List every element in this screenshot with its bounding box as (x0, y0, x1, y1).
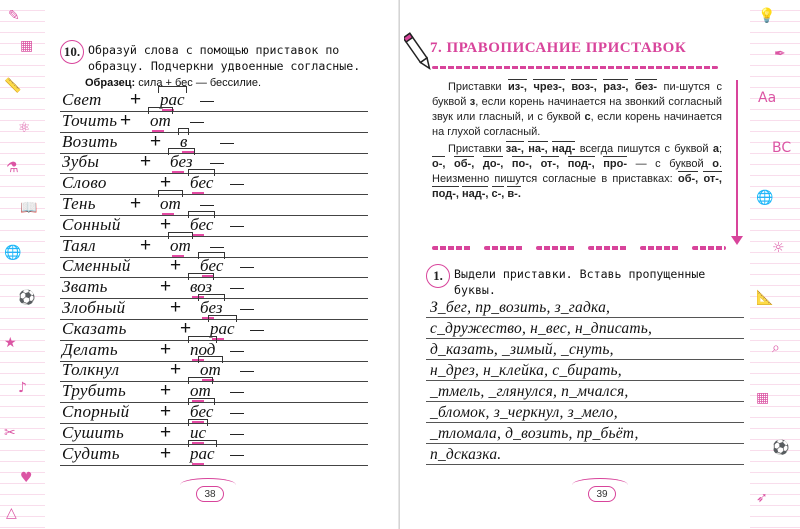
zigzag-4 (588, 246, 628, 250)
base-word: Злобный (62, 298, 126, 317)
task-number-10: 10. (60, 40, 84, 64)
cursive-text: н_дрез, н_клейка, с_бирать, (430, 362, 622, 379)
plus-sign: + (160, 442, 172, 464)
zigzag-6 (692, 246, 726, 250)
rule-prefix: под-, (567, 158, 595, 170)
base-word: Сказать (62, 318, 127, 338)
music-icon: ♪ (18, 380, 27, 396)
section-title: 7. ПРАВОПИСАНИЕ ПРИСТАВОК (430, 40, 687, 56)
plus-sign: + (160, 172, 172, 194)
dash: — (200, 196, 214, 212)
rule-prefix: с-, (491, 188, 505, 200)
plus-sign: + (170, 255, 182, 277)
rule-text: . Неизменно пишутся согласные в приставках: (432, 158, 723, 185)
rule-arrow-head (731, 236, 743, 245)
word-row (60, 109, 368, 133)
dash: — (240, 362, 254, 379)
rule-letter-s: с (584, 111, 591, 123)
rule-prefix: под-, (432, 188, 459, 200)
plus-sign: + (160, 380, 172, 402)
flask-icon: ⚗ (6, 160, 19, 176)
cursive-line (426, 422, 744, 444)
plus-sign: + (150, 130, 162, 152)
prefix: от (170, 235, 191, 255)
atom-icon: ⚛ (18, 120, 31, 136)
title-underline (432, 66, 718, 69)
rule-letter-a: а (712, 143, 719, 155)
heart-icon: ♥ (20, 470, 33, 486)
prefix: бес (190, 214, 214, 234)
rule-prefix: чрез-, (533, 81, 565, 93)
dash: — (230, 383, 244, 400)
scissors-icon: ✂ (4, 425, 16, 441)
rule-prefix: над-, (461, 188, 489, 200)
cursive-text: З_бег, пр_возить, з_гадка, (430, 299, 611, 316)
rule-prefix: без- (634, 81, 657, 93)
rule-prefix: о-, (432, 158, 446, 170)
task-text-line1: Образуй слова с помощью приставок по (88, 43, 340, 57)
dash: — (220, 133, 234, 150)
calculator-icon: ▦ (756, 390, 770, 406)
right-doodle-margin (750, 0, 800, 529)
rule-text: — с буквой (635, 158, 704, 170)
zigzag-2 (484, 246, 524, 250)
base-word: Трубить (62, 381, 127, 401)
pencil-icon: ✎ (8, 8, 20, 24)
plus-sign: + (130, 89, 142, 110)
base-word: Спорный (62, 402, 130, 421)
cursive-line (426, 443, 744, 465)
zigzag-5 (640, 246, 680, 250)
base-word: Звать (62, 277, 108, 297)
base-word: Возить (62, 131, 118, 151)
task-text-line2: образцу. Подчеркни удвоенные согласные. (88, 59, 361, 73)
prefix: от (190, 381, 211, 401)
rule-text: пи-шутся с буквой (432, 81, 722, 108)
base-word: Точить (62, 110, 118, 130)
rule-prefix: раз-, (603, 81, 629, 93)
rule-prefix: над- (552, 143, 576, 155)
star-icon: ★ (4, 335, 17, 351)
dash: — (240, 258, 254, 275)
prefix: в (180, 131, 188, 151)
cursive-text: с_дружество, н_вес, н_дписать, (430, 320, 653, 337)
prefix: от (200, 360, 221, 380)
globe-icon: 🌐 (4, 245, 22, 261)
rule-prefix: в-. (507, 188, 521, 200)
ball-icon: ⚽ (772, 440, 790, 456)
prefix: бес (190, 173, 214, 193)
plus-sign: + (160, 338, 172, 360)
task1-text-line1: Выдели приставки. Вставь пропущенные (454, 267, 706, 281)
rule-text: , если корень начинается на звонкий согласный звук или гласный, и с буквой (432, 96, 723, 123)
cursive-line (426, 296, 744, 318)
base-word: Судить (62, 443, 120, 463)
task1-text-line2: буквы. (454, 283, 496, 297)
word-row (60, 213, 368, 237)
abc-icon: Aa (758, 90, 777, 106)
plus-sign: + (160, 401, 172, 422)
rule-letter-z: з (469, 96, 476, 108)
rule-box (432, 80, 722, 245)
sample-label: Образец: (85, 77, 136, 89)
zigzag-3 (536, 246, 576, 250)
cursive-line (426, 359, 744, 381)
sample-text: сила + бес — бессилие. (138, 77, 262, 89)
ball-icon: ⚽ (18, 290, 36, 306)
prefix: от (160, 194, 181, 213)
dash: — (230, 279, 244, 296)
prefix: рас (190, 443, 215, 463)
bulb-icon: 💡 (758, 8, 776, 24)
prefix: ис (190, 422, 207, 442)
prefix: без (200, 298, 223, 317)
plus-sign: + (140, 151, 152, 173)
pink-underline (172, 171, 184, 173)
plus-sign: + (160, 421, 172, 443)
cursive-line (426, 338, 744, 360)
plus-sign: + (170, 359, 182, 381)
plus-sign: + (140, 234, 152, 256)
base-word: Слово (62, 173, 107, 193)
prefix: от (150, 110, 171, 130)
rule-prefix: до-, (482, 158, 504, 170)
base-word: Делать (62, 339, 118, 359)
cursive-text: _бломок, з_черкнул, з_мело, (430, 404, 618, 421)
prefix: без (170, 152, 193, 172)
base-word: Свет (62, 90, 102, 109)
pink-underline (192, 234, 204, 236)
magnifier-icon: ⌕ (772, 340, 780, 356)
rule-prefix: от-, (703, 173, 722, 185)
base-word: Сушить (62, 422, 125, 442)
rule-prefix: от-, (540, 158, 560, 170)
rule-prefix: на-, (528, 143, 548, 155)
rule-prefix: из-, (508, 81, 527, 93)
word-row (60, 359, 368, 382)
cursive-text: д_казать, _зимый, _снуть, (430, 341, 614, 358)
base-word: Толкнул (62, 360, 120, 380)
prefix: под (190, 339, 216, 359)
dash: — (210, 237, 224, 254)
word-row (60, 89, 368, 112)
word-row (60, 130, 368, 154)
base-word: Зубы (62, 152, 100, 172)
dash: — (230, 404, 244, 420)
page-number-left: 38 (196, 486, 224, 502)
prefix: бес (190, 402, 214, 421)
dash: — (200, 92, 214, 108)
pencil-icon (404, 30, 432, 74)
word-row (60, 442, 368, 466)
globe-icon: 🌐 (756, 190, 774, 206)
rule-prefix: об-, (454, 158, 475, 170)
book-icon: 📖 (20, 200, 38, 216)
cursive-line (426, 380, 744, 402)
prefix: рас (160, 90, 185, 109)
cursive-line (426, 317, 744, 339)
pink-underline (192, 192, 204, 194)
cursive-text: _тмель, _глянулся, п_мчался, (430, 383, 629, 400)
plus-sign: + (130, 193, 142, 214)
base-word: Тень (62, 194, 96, 213)
rule-paragraph-2: Приставки за-, на-, над- всегда пишутся с буквой а; о-, об-, до-, по-, от-, под-, про- — с буквой о. Неизменно пишутся согласные в приставках: об-, от-, под-, над-, с-, в-. (432, 143, 723, 200)
rule-arrow-line (736, 80, 738, 238)
pink-underline (192, 463, 204, 465)
cursive-text: _тломала, д_возить, пр_бьёт, (430, 425, 639, 442)
cursive-line (426, 401, 744, 423)
base-word: Сменный (62, 256, 131, 276)
base-word: Таял (62, 235, 96, 255)
dash: — (240, 300, 254, 316)
rule-prefix: воз-, (571, 81, 597, 93)
word-row (60, 172, 368, 195)
rule-letter-o: о (712, 158, 719, 170)
prefix: рас (210, 318, 235, 338)
page-number-right: 39 (588, 486, 616, 502)
dash: — (230, 175, 244, 192)
dash: — (190, 112, 204, 129)
word-row (60, 401, 368, 424)
task-number-1: 1. (426, 264, 450, 288)
rule-text: всегда пишутся с буквой (579, 143, 709, 155)
base-word: Сонный (62, 214, 121, 234)
rocket-icon: ➶ (756, 490, 768, 506)
rule-text: Приставки (448, 143, 502, 155)
left-doodle-margin (0, 0, 45, 529)
rule-text: , если корень начинается на глухой согласный. (432, 111, 722, 138)
rule-prefix: об-, (677, 173, 699, 185)
plus-sign: + (120, 109, 132, 131)
ruler-icon: 📏 (4, 78, 22, 94)
plus-sign: + (160, 213, 172, 235)
dash: — (230, 341, 244, 358)
dash: — (250, 320, 264, 337)
plus-sign: + (160, 276, 172, 298)
dash: — (210, 154, 224, 171)
rule-prefix: за-, (505, 143, 524, 155)
lamp-icon: ☼ (772, 240, 785, 256)
cursive-text: п_дсказка. (430, 446, 502, 463)
zigzag-1 (432, 246, 472, 250)
letters-icon: BC (772, 140, 792, 156)
dash: — (230, 424, 244, 441)
plus-sign: + (170, 297, 182, 318)
dash: — (230, 216, 244, 233)
triangle-icon: △ (6, 505, 17, 521)
rule-paragraph-1 (432, 80, 722, 140)
prefix: воз (190, 277, 213, 297)
rule-prefix: про- (603, 158, 627, 170)
rule-prefix: по-, (511, 158, 532, 170)
rule-text: Приставки (448, 81, 502, 93)
dash: — (230, 445, 244, 462)
pen-icon: ✒ (774, 46, 786, 62)
ruler-icon: 📐 (756, 290, 774, 306)
prefix: бес (200, 256, 224, 276)
plus-sign: + (180, 317, 192, 339)
calculator-icon: ▦ (20, 38, 34, 54)
